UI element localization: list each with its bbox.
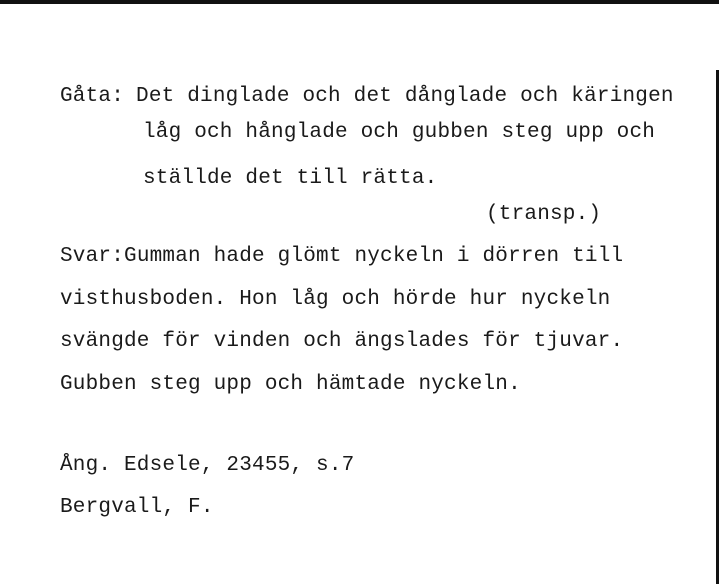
riddle-line-1 [60, 86, 674, 107]
answer-line-3: svängde för vinden och ängslades för tjuvar. [60, 330, 624, 353]
answer-label: Svar: [60, 245, 125, 268]
riddle-line-3: ställde det till rätta. [143, 167, 438, 190]
riddle-text-1: Det dinglade och det dånglade och käringen [136, 85, 674, 108]
collector-name: Bergvall, F. [60, 496, 214, 519]
answer-line-2: visthusboden. Hon låg och hörde hur nyckeln [60, 288, 611, 311]
answer-line-4: Gubben steg upp och hämtade nyckeln. [60, 373, 521, 396]
transcription-note: (transp.) [486, 203, 602, 226]
riddle-label: Gåta: [60, 85, 125, 108]
answer-line-1 [60, 246, 623, 267]
source-reference: Ång. Edsele, 23455, s.7 [60, 454, 355, 477]
riddle-line-2: låg och hånglade och gubben steg upp och [143, 121, 656, 144]
answer-text-1: Gumman hade glömt nyckeln i dörren till [124, 245, 624, 268]
card-top-edge [0, 0, 719, 4]
